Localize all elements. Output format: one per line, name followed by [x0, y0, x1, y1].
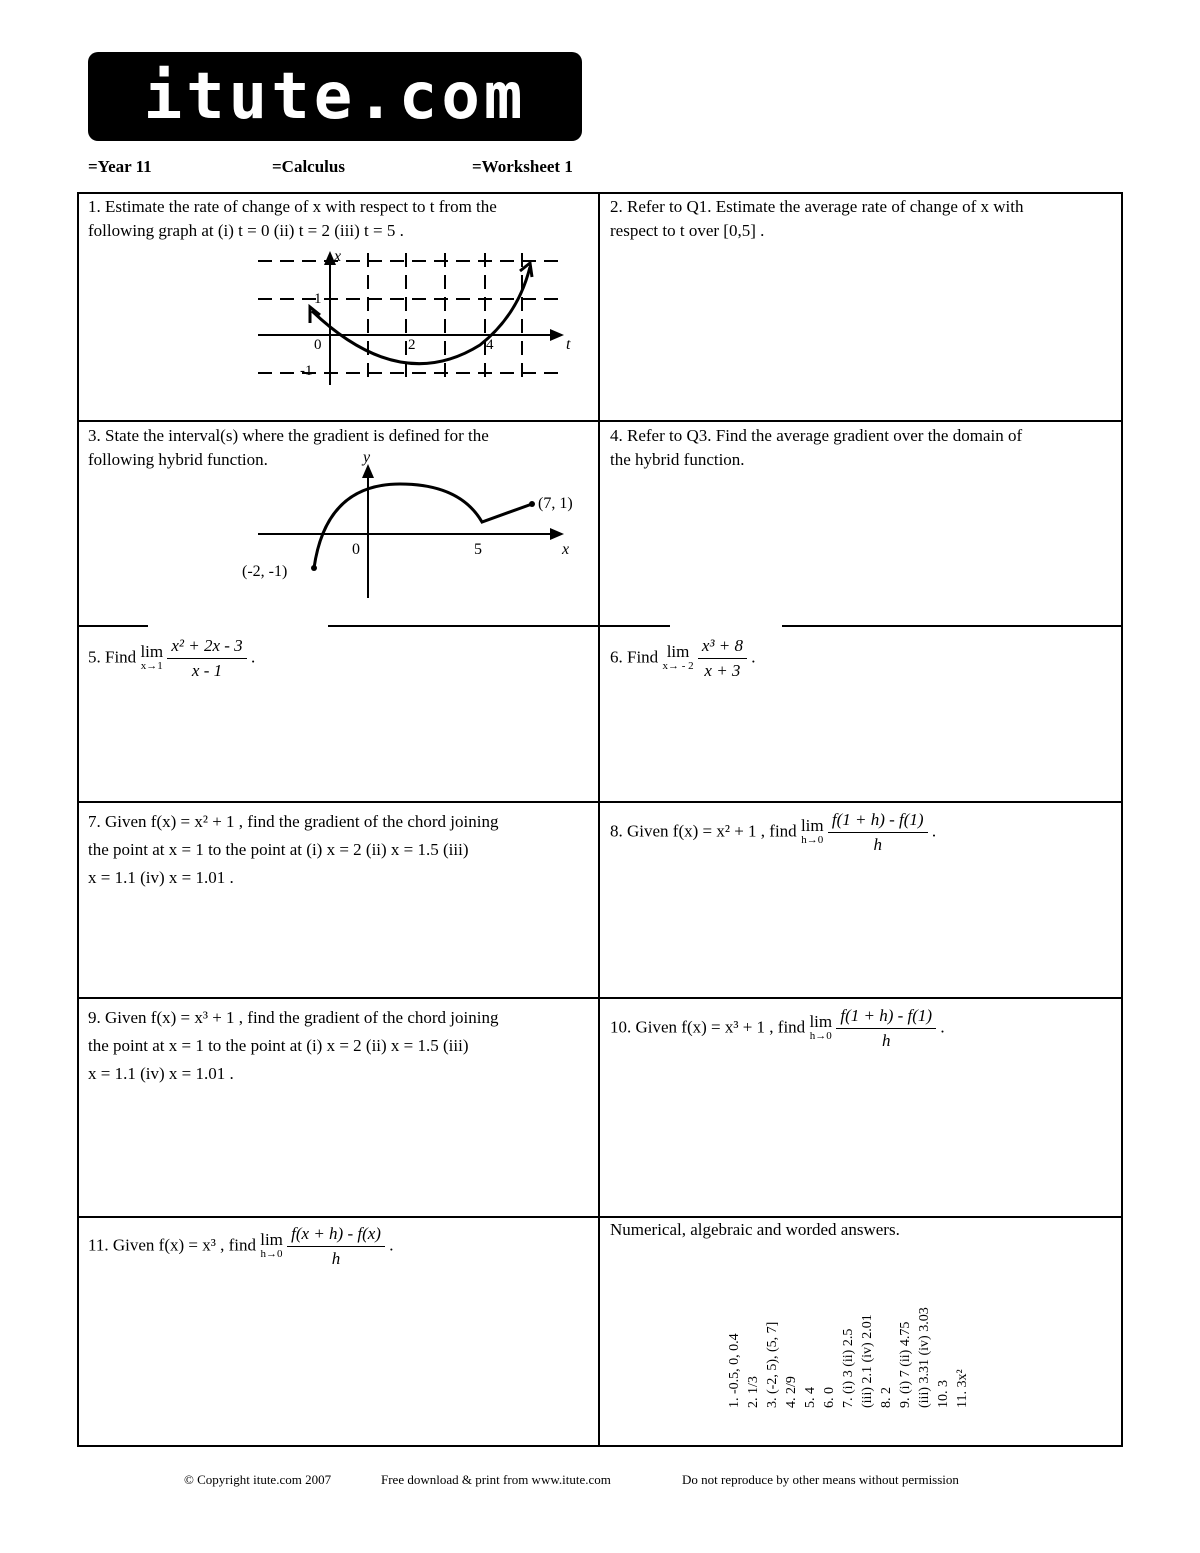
question-1-line2: following graph at (i) t = 0 (ii) t = 2 (iii) t = 5 .: [88, 221, 404, 240]
question-3-line2: following hybrid function.: [88, 450, 268, 469]
graph-1-tick: 1: [314, 291, 322, 307]
footer-notice: Do not reproduce by other means without permission: [682, 1472, 959, 1487]
graph-1-tick: 4: [486, 337, 494, 353]
answer-item: 11. 3x²: [955, 1369, 970, 1408]
answer-item: 1. -0.5, 0, 0.4: [727, 1333, 742, 1408]
meta-subject: =Calculus: [272, 157, 345, 176]
question-8-prefix: 8. Given f(x) = x² + 1 , find: [610, 821, 797, 841]
grid-column-divider: [598, 192, 600, 1447]
question-8-suffix: .: [931, 821, 937, 841]
question-4: [610, 424, 1022, 472]
question-4-line1: 4. Refer to Q3. Find the average gradient over the domain of: [610, 426, 1023, 445]
logo: [88, 52, 582, 141]
graph-1-tick: 0: [314, 337, 322, 353]
question-1-line1: 1. Estimate the rate of change of x with respect to t from the: [88, 197, 497, 216]
question-1: [88, 195, 497, 243]
question-2-line2: respect to t over [0,5] .: [610, 221, 765, 240]
question-6-prefix: 6. Find: [610, 647, 659, 667]
graph-1-tick: 2: [408, 337, 416, 353]
graph-2-x-axis-label: x: [562, 541, 570, 558]
graph-1-x-axis-label: t: [566, 336, 571, 353]
question-10: [610, 1004, 945, 1053]
question-6-suffix: .: [751, 647, 756, 667]
question-7-line3: x = 1.1 (iv) x = 1.01 .: [88, 868, 234, 887]
graph-2-tick: 5: [474, 541, 482, 558]
graph-2-left-point: (-2, -1): [242, 563, 288, 580]
question-2-line1: 2. Refer to Q1. Estimate the average rate of change of x with: [610, 197, 1024, 216]
answer-item: 8. 2: [879, 1387, 894, 1408]
limit-operator: lim x→ - 2: [662, 641, 694, 672]
answer-item: (iii) 3.31 (iv) 3.03: [917, 1307, 932, 1408]
meta-year: =Year 11: [88, 157, 152, 176]
answer-item: 9. (i) 7 (ii) 4.75: [898, 1321, 913, 1408]
footer-download: Free download & print from www.itute.com: [381, 1472, 611, 1487]
question-9: [88, 1004, 498, 1088]
question-11: [88, 1222, 393, 1271]
question-9-line1: 9. Given f(x) = x³ + 1 , find the gradient of the chord joining: [88, 1008, 499, 1027]
border-gap: [670, 624, 782, 628]
meta-worksheet: =Worksheet 1: [472, 157, 573, 176]
graph-1-y-axis-label: x: [334, 248, 342, 265]
fraction: $\frac{f(1 + h) - f(1)}{h}$: [836, 1004, 936, 1053]
graph-1-tick: -1: [300, 363, 313, 379]
question-5-prefix: 5. Find: [88, 647, 137, 667]
answer-item: 4. 2/9: [784, 1376, 799, 1408]
grid-row-divider: [77, 801, 1123, 803]
question-7-line1: 7. Given f(x) = x² + 1 , find the gradient of the chord joining: [88, 812, 499, 831]
fraction: $\frac{f(1 + h) - f(1)}{h}$: [828, 808, 928, 857]
grid-row-divider: [77, 420, 1123, 422]
logo-text: itute.com: [143, 59, 527, 134]
question-4-line2: the hybrid function.: [610, 450, 745, 469]
grid-row-divider: [77, 1216, 1123, 1218]
answer-item: 5. 4: [803, 1387, 818, 1408]
answer-item: 10. 3: [936, 1380, 951, 1408]
fraction: $\frac{\text{x³ + 8}}{x + 3}$: [698, 634, 747, 683]
graph-2-y-axis-label: y: [363, 449, 371, 466]
graph-2: [240, 448, 590, 603]
limit-operator: lim h→0: [809, 1011, 833, 1042]
question-5-suffix: .: [250, 647, 256, 667]
question-8: [610, 808, 936, 857]
question-11-suffix: .: [389, 1235, 394, 1255]
grid-row-divider: [77, 997, 1123, 999]
answer-item: 7. (i) 3 (ii) 2.5: [841, 1328, 856, 1408]
footer-copyright: © Copyright itute.com 2007: [184, 1472, 332, 1487]
question-10-suffix: .: [940, 1017, 945, 1037]
fraction: $\frac{\text{x² + 2x - 3}}{x - 1}$: [167, 634, 246, 683]
question-7-line2: the point at x = 1 to the point at (i) x = 2 (ii) x = 1.5 (iii): [88, 840, 469, 859]
question-9-line3: x = 1.1 (iv) x = 1.01 .: [88, 1064, 234, 1083]
limit-operator: lim h→0: [800, 815, 824, 846]
question-7: [88, 808, 498, 892]
question-11-prefix: 11. Given f(x) = x³ , find: [88, 1235, 256, 1255]
border-gap: [148, 624, 328, 628]
question-3-line1: 3. State the interval(s) where the gradient is defined for the: [88, 426, 489, 445]
limit-operator: lim h→0: [260, 1229, 283, 1260]
graph-2-right-point: (7, 1): [538, 495, 573, 512]
question-5: [88, 634, 255, 683]
answer-item: 2. 1/3: [746, 1376, 761, 1408]
answer-item: 6. 0: [822, 1387, 837, 1408]
answers-title: Numerical, algebraic and worded answers.: [610, 1220, 900, 1239]
limit-operator: lim x→1: [140, 641, 164, 672]
question-2: [610, 195, 1024, 243]
question-6: [610, 634, 755, 683]
question-9-line2: the point at x = 1 to the point at (i) x = 2 (ii) x = 1.5 (iii): [88, 1036, 469, 1055]
answer-item: (iii) 2.1 (iv) 2.01: [860, 1314, 875, 1408]
question-10-prefix: 10. Given f(x) = x³ + 1 , find: [610, 1017, 806, 1037]
fraction: $\frac{f(x + h) - f(x)}{h}$: [287, 1222, 385, 1271]
graph-2-origin: 0: [352, 541, 360, 558]
graph-1: [250, 245, 580, 385]
answer-item: 3. (-2, 5), (5, 7]: [765, 1321, 780, 1408]
